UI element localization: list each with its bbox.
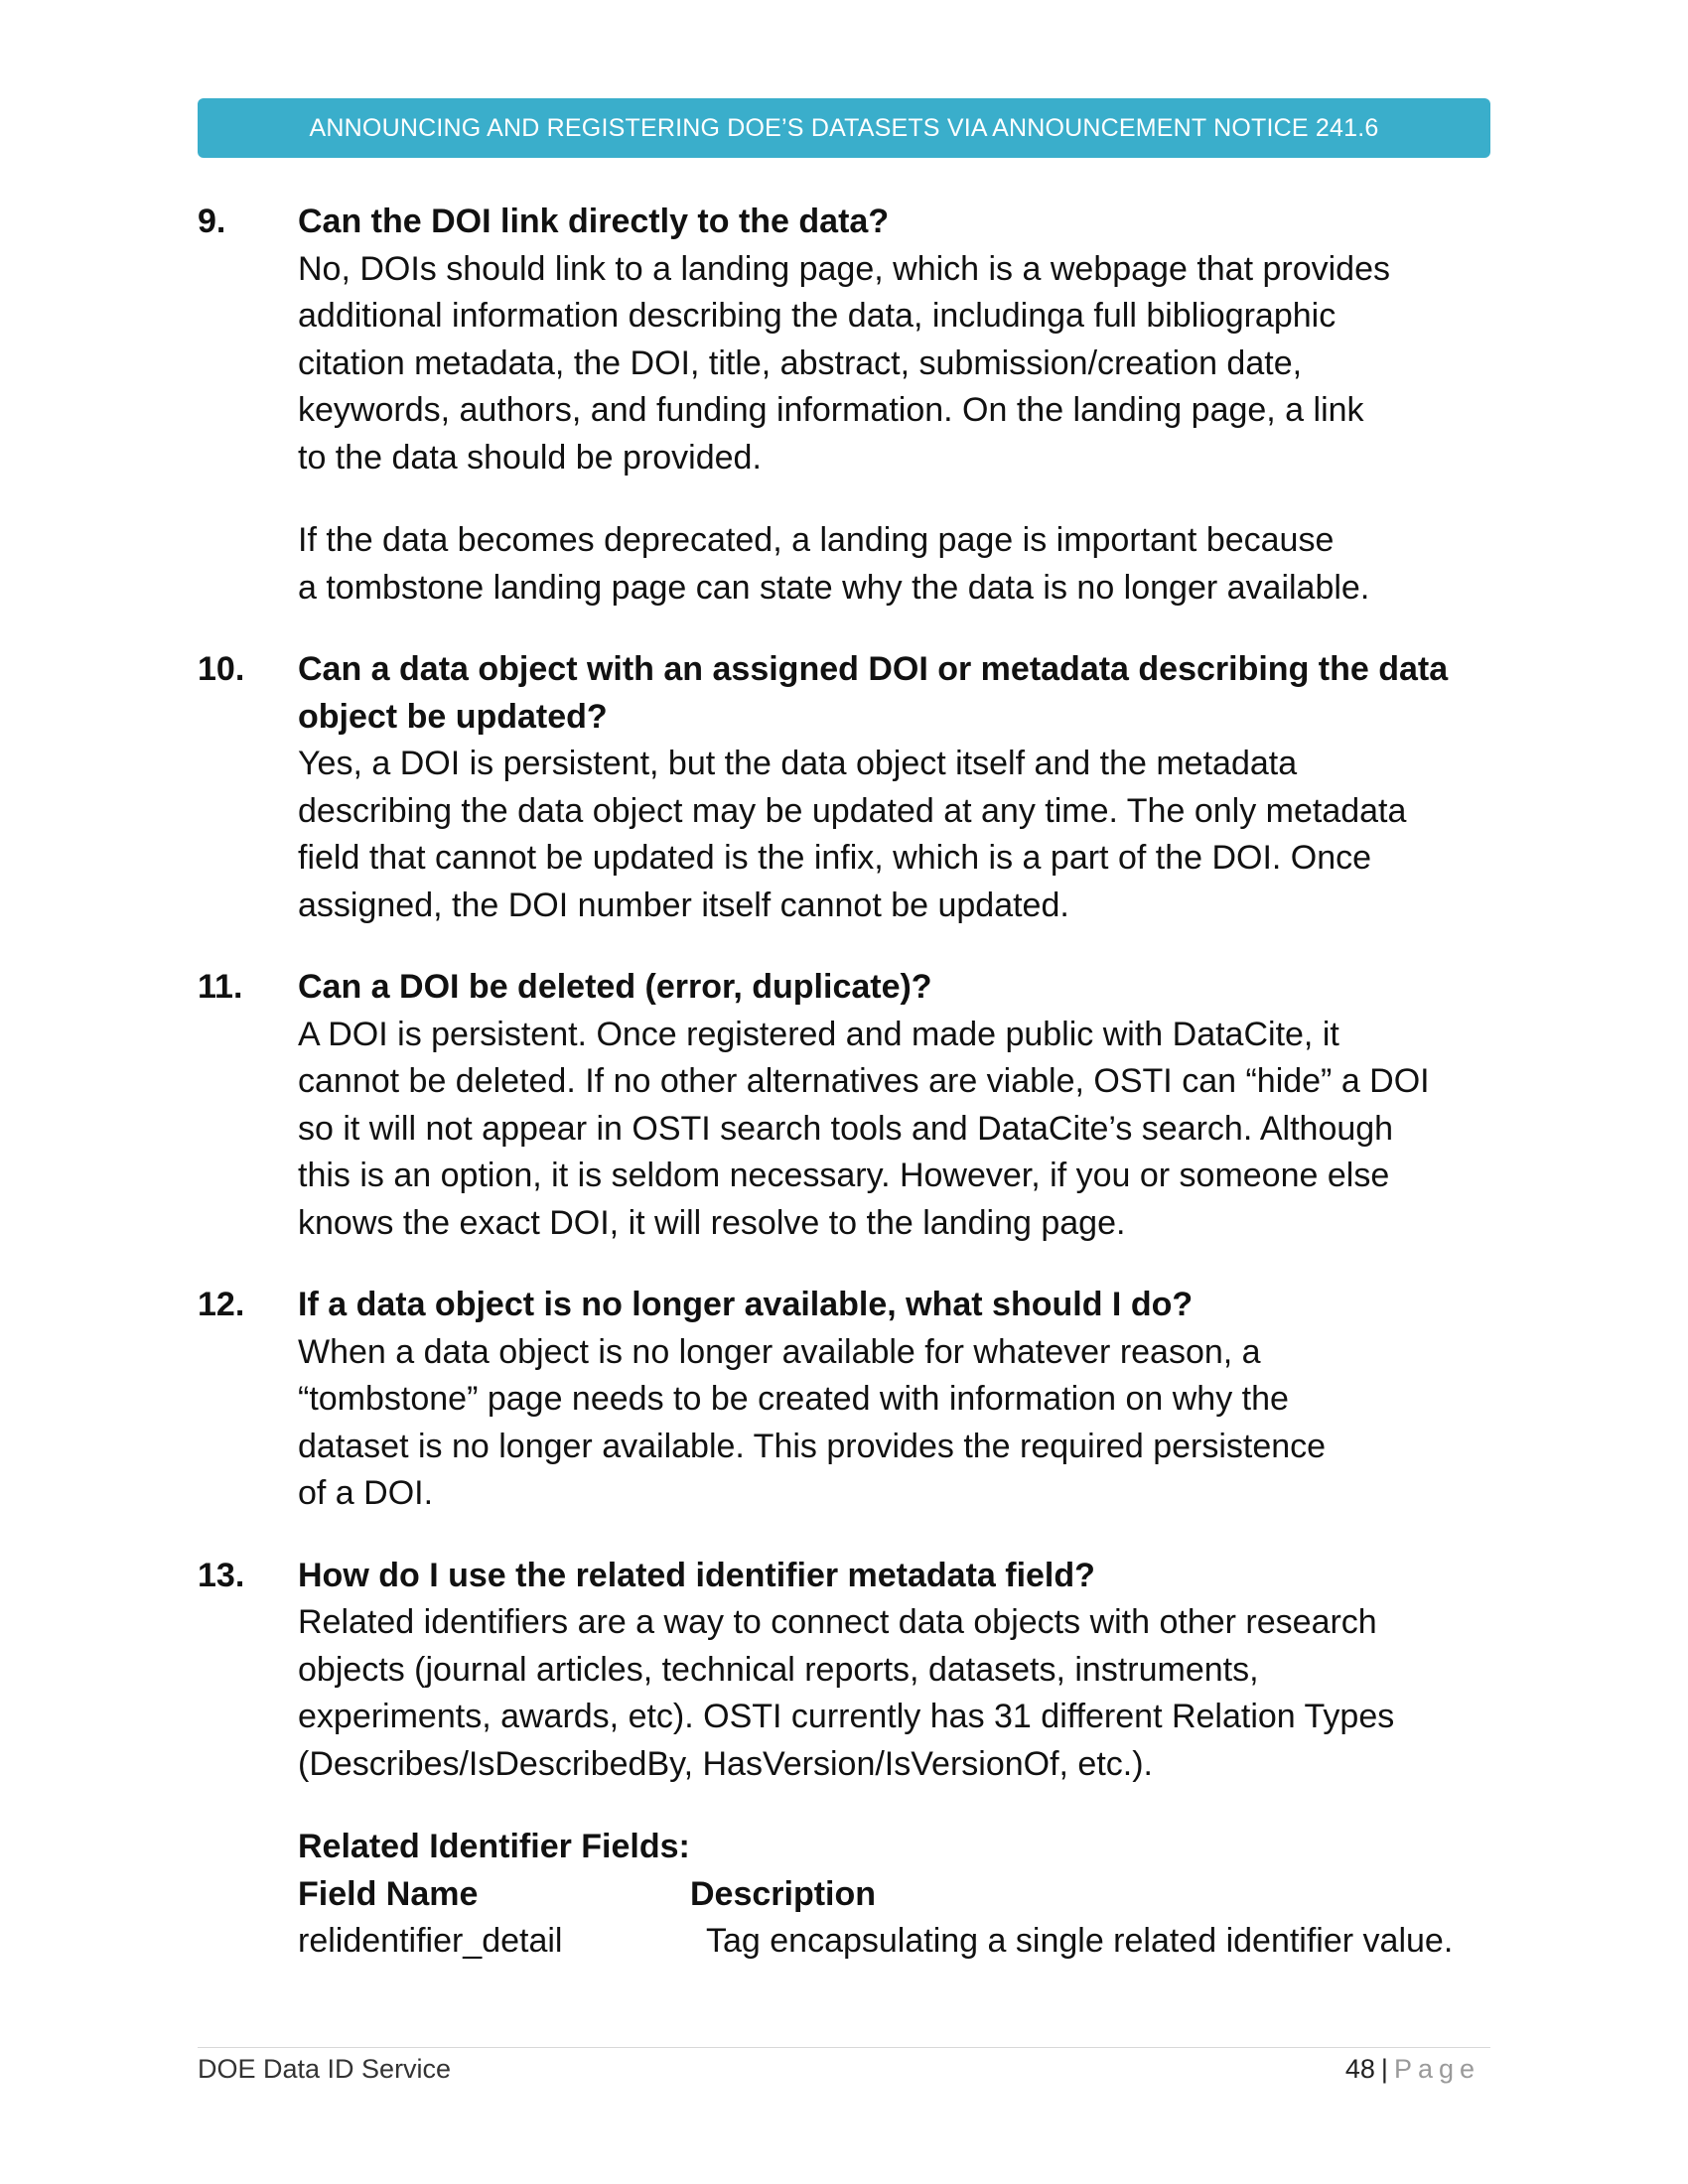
item-number: 11. [198,968,243,1006]
faq-item-13 [198,1553,1508,1966]
column-header-field-name: Field Name [298,1874,479,1913]
answer-line: Related identifiers are a way to connect data objects with other research [298,1603,1377,1641]
answer-line: assigned, the DOI number itself cannot be updated. [298,886,1069,924]
faq-item-11 [198,964,1508,1247]
item-question [298,646,1508,741]
page-number: 48 [1344,2054,1375,2084]
footer-document-title: DOE Data ID Service [198,2054,452,2084]
item-answer-paragraph-2 [298,517,1508,612]
item-number: 13. [198,1556,245,1594]
item-answer [298,1599,1508,1788]
question-line: object be updated? [298,697,608,736]
answer-line: this is an option, it is seldom necessary. However, if you or someone else [298,1157,1390,1194]
footer-divider [198,2047,1490,2048]
footer-page-indicator [1345,2054,1480,2085]
field-name-cell: relidentifier_detail [298,1922,563,1960]
answer-line: keywords, authors, and funding information. On the landing page, a link [298,391,1364,429]
item-answer [298,741,1508,929]
answer-line: a tombstone landing page can state why the data is no longer available. [298,568,1370,607]
answer-line: objects (journal articles, technical reports, datasets, instruments, [298,1650,1259,1689]
answer-line: experiments, awards, etc). OSTI currently has 31 different Relation Types [298,1698,1395,1735]
answer-line: so it will not appear in OSTI search tools and DataCite’s search. Although [298,1109,1394,1148]
answer-line: additional information describing the data, includinga full bibliographic [298,297,1336,335]
faq-content [198,199,1508,1966]
item-question: If a data object is no longer available, what should I do? [298,1286,1194,1323]
question-line: Can a data object with an assigned DOI or metadata describing the data [298,650,1449,688]
answer-line: If the data becomes deprecated, a landing page is important because [298,521,1335,559]
item-number: 12. [198,1286,245,1323]
answer-line: knows the exact DOI, it will resolve to the landing page. [298,1203,1126,1242]
item-number: 9. [198,203,226,240]
item-question: How do I use the related identifier metadata field? [298,1556,1095,1594]
answer-line: of a DOI. [298,1474,434,1512]
faq-item-10 [198,646,1508,929]
answer-line: dataset is no longer available. This provides the required persistence [298,1427,1327,1465]
answer-line: field that cannot be updated is the infix, which is a part of the DOI. Once [298,839,1372,877]
item-answer [298,246,1508,482]
item-number: 10. [198,650,245,688]
answer-line: citation metadata, the DOI, title, abstract, submission/creation date, [298,343,1303,382]
item-question: Can the DOI link directly to the data? [298,203,890,240]
answer-line: to the data should be provided. [298,438,762,477]
page-header-banner [198,98,1490,158]
header-title: ANNOUNCING AND REGISTERING DOE’S DATASETS VIA ANNOUNCEMENT NOTICE 241.6 [309,113,1379,142]
related-identifier-table [298,1871,1508,1966]
table-row [298,1918,1508,1966]
answer-line: “tombstone” page needs to be created with information on why the [298,1380,1289,1418]
item-question: Can a DOI be deleted (error, duplicate)? [298,968,932,1006]
answer-line: cannot be deleted. If no other alternatives are viable, OSTI can “hide” a DOI [298,1062,1430,1100]
item-answer [298,1012,1508,1248]
page-separator: | [1380,2054,1388,2084]
answer-line: A DOI is persistent. Once registered and made public with DataCite, it [298,1015,1339,1053]
answer-line: When a data object is no longer available for whatever reason, a [298,1332,1261,1371]
faq-item-9 [198,199,1508,612]
related-identifier-fields-heading: Related Identifier Fields: [298,1828,690,1865]
answer-line: (Describes/IsDescribedBy, HasVersion/IsVersionOf, etc.). [298,1744,1154,1783]
answer-line: No, DOIs should link to a landing page, which is a webpage that provides [298,249,1390,288]
answer-line: Yes, a DOI is persistent, but the data object itself and the metadata [298,745,1298,782]
faq-item-12 [198,1282,1508,1518]
item-answer [298,1329,1508,1518]
table-header-row [298,1871,1508,1919]
column-header-description: Description [690,1874,877,1913]
field-description-cell: Tag encapsulating a single related identifier value. [706,1922,1454,1960]
answer-line: describing the data object may be updated at any time. The only metadata [298,791,1407,830]
page-word: Page [1393,2054,1480,2084]
